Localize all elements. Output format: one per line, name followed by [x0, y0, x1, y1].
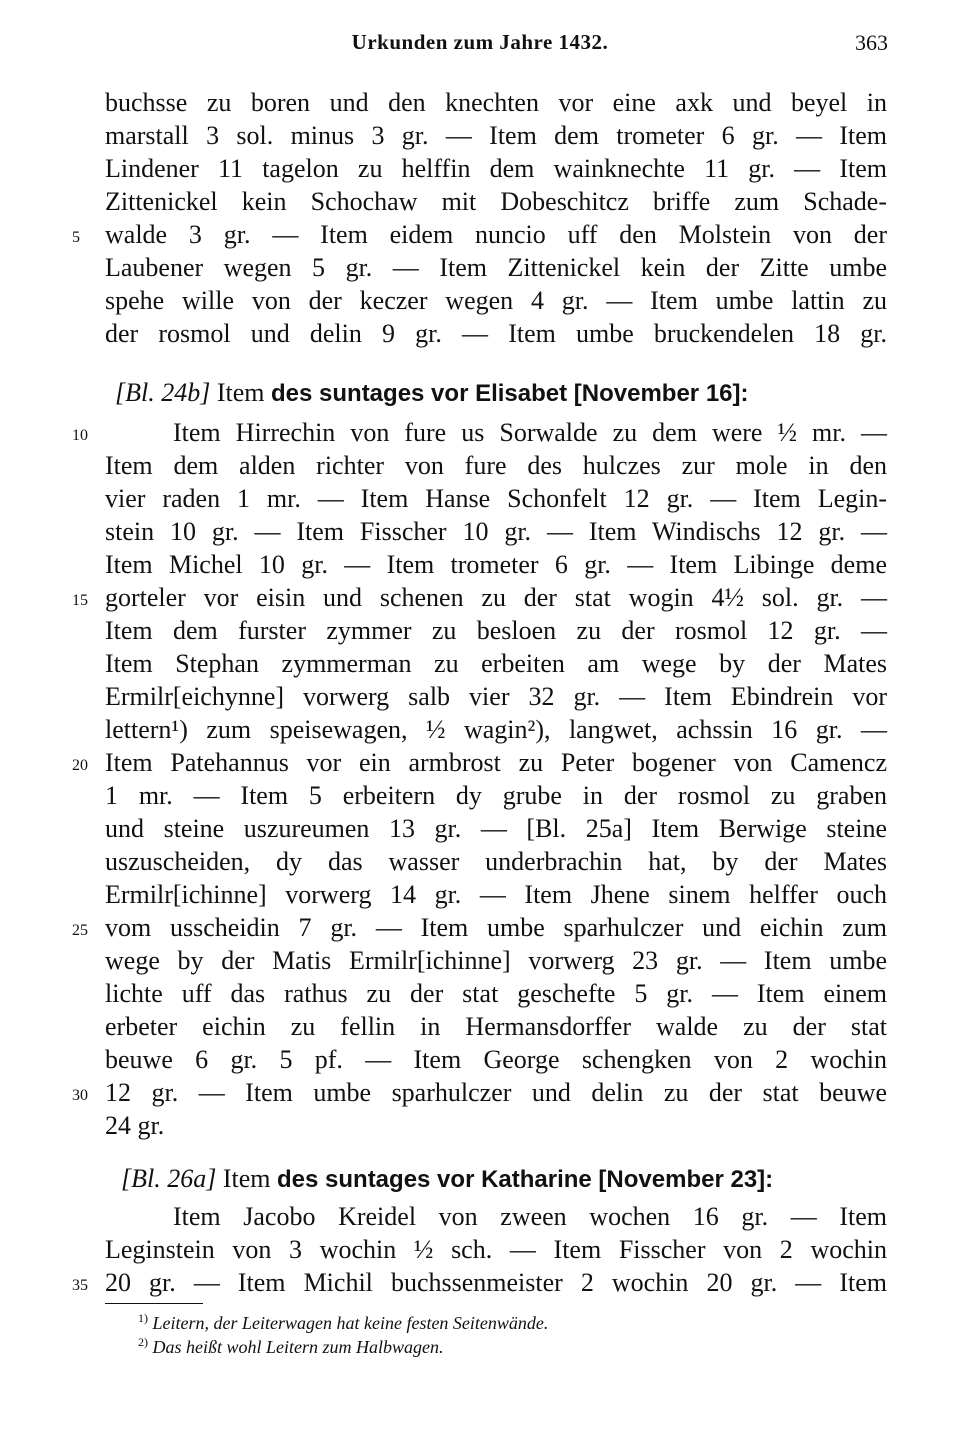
footnote: [138, 1337, 444, 1358]
text-line: Ermilr[ichinne] vorwerg 14 gr. — Item Jhene sinem helffer ouch: [105, 880, 887, 909]
footnote-text: Leitern, der Leiterwagen hat keine festen Seitenwände.: [152, 1313, 549, 1333]
text-line: Item dem alden richter von fure des hulczes zur mole in den: [105, 451, 887, 480]
text-line: spehe wille von der keczer wegen 4 gr. — Item umbe lattin zu: [105, 286, 887, 315]
heading-bold: des suntages vor Katharine: [277, 1166, 592, 1193]
page-number: 363: [855, 30, 888, 55]
folio-ref: [Bl. 26a]: [121, 1164, 217, 1193]
text-line: beuwe 6 gr. 5 pf. — Item George schengken von 2 wochin: [105, 1045, 887, 1074]
text-line: Laubener wegen 5 gr. — Item Zittenickel kein der Zitte umbe: [105, 253, 887, 282]
text-line: Ermilr[eichynne] vorwerg salb vier 32 gr. — Item Ebindrein vor: [105, 682, 887, 711]
text-line: Item dem furster zymmer zu besloen zu der rosmol 12 gr. —: [105, 616, 887, 645]
heading-item: Item: [210, 378, 271, 407]
section-heading: [121, 1162, 887, 1195]
line-number: 25: [72, 922, 88, 939]
text-line: walde 3 gr. — Item eidem nuncio uff den Molstein von der: [105, 220, 887, 249]
line-number: 35: [72, 1277, 88, 1294]
text-line: stein 10 gr. — Item Fisscher 10 gr. — Item Windischs 12 gr. —: [105, 517, 887, 546]
heading-date: [November 23]:: [591, 1166, 774, 1193]
text-line: Leginstein von 3 wochin ½ sch. — Item Fisscher von 2 wochin: [105, 1235, 887, 1264]
text-line: der rosmol und delin 9 gr. — Item umbe bruckendelen 18 gr.: [105, 319, 887, 348]
heading-date: [November 16]:: [567, 380, 749, 407]
text-line: Zittenickel kein Schochaw mit Dobeschitcz briffe zum Schade-: [105, 187, 887, 216]
text-line: erbeter eichin zu fellin in Hermansdorffer walde zu der stat: [105, 1012, 887, 1041]
footnote: [138, 1313, 548, 1334]
heading-bold: des suntages vor Elisabet: [271, 380, 568, 407]
text-line: Item Michel 10 gr. — Item trometer 6 gr. — Item Libinge deme: [105, 550, 887, 579]
text-line: buchsse zu boren und den knechten vor eine axk und beyel in: [105, 88, 887, 117]
text-line: gorteler vor eisin und schenen zu der stat wogin 4½ sol. gr. —: [105, 583, 887, 612]
text-line: vier raden 1 mr. — Item Hanse Schonfelt 12 gr. — Item Legin-: [105, 484, 887, 513]
line-number: 15: [72, 592, 88, 609]
text-line: lettern¹) zum speisewagen, ½ wagin²), langwet, achssin 16 gr. —: [105, 715, 887, 744]
line-number: 20: [72, 757, 88, 774]
text-line: 20 gr. — Item Michil buchssenmeister 2 wochin 20 gr. — Item: [105, 1268, 887, 1297]
line-number: 30: [72, 1087, 88, 1104]
heading-item: Item: [216, 1164, 277, 1193]
text-line: marstall 3 sol. minus 3 gr. — Item dem trometer 6 gr. — Item: [105, 121, 887, 150]
text-line: und steine uszureumen 13 gr. — [Bl. 25a] Item Berwige steine: [105, 814, 887, 843]
text-line: Item Jacobo Kreidel von zween wochen 16 gr. — Item: [173, 1202, 887, 1231]
text-line: wege by der Matis Ermilr[ichinne] vorwerg 23 gr. — Item umbe: [105, 946, 887, 975]
text-line: vom usscheidin 7 gr. — Item umbe sparhulczer und eichin zum: [105, 913, 887, 942]
line-number: 5: [72, 229, 80, 246]
text-line: uszuscheiden, dy das wasser underbrachin hat, by der Mates: [105, 847, 887, 876]
text-line: lichte uff das rathus zu der stat geschefte 5 gr. — Item einem: [105, 979, 887, 1008]
footnote-mark: 1): [138, 1311, 148, 1325]
footnote-rule: [105, 1303, 203, 1304]
folio-ref: [Bl. 24b]: [115, 378, 211, 407]
text-line: Item Hirrechin von fure us Sorwalde zu dem were ½ mr. —: [173, 418, 887, 447]
footnote-text: Das heißt wohl Leitern zum Halbwagen.: [152, 1337, 444, 1357]
line-number: 10: [72, 427, 88, 444]
running-title: Urkunden zum Jahre 1432.: [351, 30, 609, 54]
text-line: Item Stephan zymmerman zu erbeiten am wege by der Mates: [105, 649, 887, 678]
text-line: 24 gr.: [105, 1111, 165, 1140]
footnote-mark: 2): [138, 1335, 148, 1349]
text-line: Lindener 11 tagelon zu helffin dem wainknechte 11 gr. — Item: [105, 154, 887, 183]
text-line: 1 mr. — Item 5 erbeitern dy grube in der rosmol zu graben: [105, 781, 887, 810]
running-header: [0, 30, 960, 64]
text-line: 12 gr. — Item umbe sparhulczer und delin zu der stat beuwe: [105, 1078, 887, 1107]
text-line: Item Patehannus vor ein armbrost zu Peter bogener von Camencz: [105, 748, 887, 777]
section-heading: [115, 376, 887, 409]
